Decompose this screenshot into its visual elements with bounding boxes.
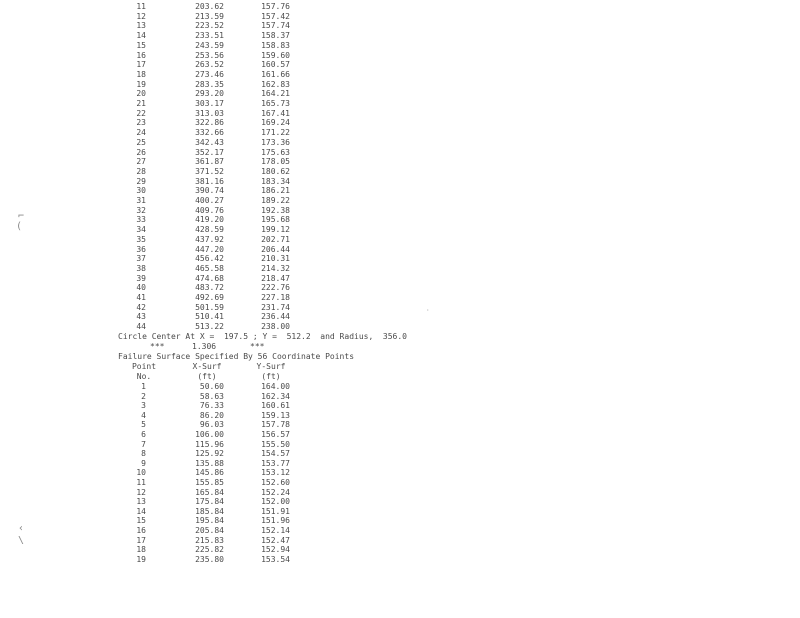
- x-coordinate: 390.74: [195, 186, 224, 196]
- header-point: Point: [131, 362, 157, 371]
- point-number: 43: [136, 312, 146, 322]
- x-coordinate: 419.20: [195, 215, 224, 225]
- x-coordinate: 203.62: [195, 2, 224, 11]
- point-number: 21: [136, 99, 146, 108]
- y-coordinate: 152.60: [261, 478, 290, 487]
- point-number: 15: [136, 516, 146, 526]
- y-coordinate: 157.42: [261, 11, 290, 21]
- x-coordinate: 456.42: [195, 254, 224, 264]
- y-coordinate: 159.13: [261, 410, 290, 420]
- y-coordinate: 158.83: [261, 40, 290, 50]
- x-coordinate: 106.00: [195, 430, 224, 439]
- x-coordinate: 175.84: [195, 497, 224, 507]
- x-coordinate: 361.87: [195, 157, 224, 167]
- point-number: 35: [136, 234, 146, 244]
- x-coordinate: 223.52: [195, 21, 224, 31]
- x-coordinate: 195.84: [195, 516, 224, 526]
- point-number: 22: [136, 108, 146, 118]
- x-coordinate: 293.20: [195, 89, 224, 99]
- point-number: 5: [141, 420, 146, 430]
- y-coordinate: 210.31: [261, 254, 290, 264]
- point-number: 44: [136, 322, 146, 332]
- point-number: 20: [136, 89, 146, 99]
- y-coordinate: 159.60: [261, 50, 290, 60]
- x-coordinate: 303.17: [195, 99, 224, 108]
- y-coordinate: 169.24: [261, 118, 290, 128]
- y-coordinate: 152.47: [261, 535, 290, 545]
- y-coordinate: 231.74: [261, 302, 290, 312]
- x-coordinate: 513.22: [195, 322, 224, 332]
- x-coordinate: 400.27: [195, 196, 224, 205]
- point-number: 17: [136, 60, 146, 70]
- x-coordinate: 322.86: [195, 118, 224, 128]
- point-number: 38: [136, 263, 146, 273]
- point-number: 31: [136, 196, 146, 205]
- x-coordinate: 263.52: [195, 60, 224, 70]
- point-number: 39: [136, 273, 146, 283]
- point-number: 14: [136, 506, 146, 516]
- factor-of-safety-value: 1.306: [192, 342, 217, 351]
- y-coordinate: 199.12: [261, 225, 290, 235]
- point-number: 26: [136, 147, 146, 157]
- y-coordinate: 183.34: [261, 176, 290, 186]
- x-coordinate: 165.84: [195, 487, 224, 497]
- y-coordinate: 153.54: [261, 554, 290, 564]
- point-number: 30: [136, 186, 146, 196]
- point-number: 2: [141, 391, 146, 401]
- x-coordinate: 115.96: [195, 439, 224, 449]
- point-number: 24: [136, 128, 146, 138]
- point-number: 41: [136, 293, 146, 302]
- point-number: 11: [136, 478, 146, 487]
- y-coordinate: 157.74: [261, 21, 290, 31]
- x-coordinate: 145.86: [195, 468, 224, 478]
- y-coordinate: 160.61: [261, 401, 290, 411]
- scan-mark-icon: \: [18, 535, 25, 546]
- point-number: 18: [136, 545, 146, 555]
- x-coordinate: 273.46: [195, 69, 224, 79]
- y-coordinate: 189.22: [261, 196, 290, 205]
- point-number: 16: [136, 526, 146, 535]
- y-coordinate: 153.77: [261, 458, 290, 468]
- x-coordinate: 215.83: [195, 535, 224, 545]
- x-coordinate: 332.66: [195, 128, 224, 138]
- point-number: 10: [136, 468, 146, 478]
- y-coordinate: 152.14: [261, 526, 290, 535]
- y-coordinate: 214.32: [261, 263, 290, 273]
- point-number: 12: [136, 11, 146, 21]
- y-coordinate: 151.96: [261, 516, 290, 526]
- point-number: 32: [136, 205, 146, 215]
- x-coordinate: 437.92: [195, 234, 224, 244]
- point-number: 7: [141, 439, 146, 449]
- x-coordinate: 58.63: [199, 391, 224, 401]
- point-number: 40: [136, 283, 146, 293]
- point-number: 13: [136, 497, 146, 507]
- y-coordinate: 173.36: [261, 137, 290, 147]
- failure-surface-title: Failure Surface Specified By 56 Coordinate Points: [118, 352, 355, 361]
- y-coordinate: 153.12: [261, 468, 290, 478]
- point-number: 36: [136, 244, 146, 254]
- x-coordinate: 50.60: [199, 382, 224, 391]
- y-coordinate: 178.05: [261, 157, 290, 167]
- y-coordinate: 195.68: [261, 215, 290, 225]
- x-coordinate: 342.43: [195, 137, 224, 147]
- point-number: 6: [141, 430, 146, 439]
- x-coordinate: 125.92: [195, 449, 224, 459]
- x-coordinate: 474.68: [195, 273, 224, 283]
- y-coordinate: 238.00: [261, 322, 290, 332]
- y-coordinate: 218.47: [261, 273, 290, 283]
- scan-mark-icon: ‹: [18, 523, 25, 534]
- point-number: 16: [136, 50, 146, 60]
- y-coordinate: 152.94: [261, 545, 290, 555]
- point-number: 19: [136, 554, 146, 564]
- y-coordinate: 156.57: [261, 430, 290, 439]
- y-coordinate: 154.57: [261, 449, 290, 459]
- point-number: 9: [141, 458, 146, 468]
- factor-right-marker: ***: [250, 342, 265, 351]
- point-number: 3: [141, 401, 146, 411]
- y-coordinate: 175.63: [261, 147, 290, 157]
- x-coordinate: 409.76: [195, 205, 224, 215]
- y-coordinate: 157.78: [261, 420, 290, 430]
- x-coordinate: 428.59: [195, 225, 224, 235]
- x-coordinate: 235.80: [195, 554, 224, 564]
- point-number: 8: [141, 449, 146, 459]
- point-number: 37: [136, 254, 146, 264]
- x-coordinate: 510.41: [195, 312, 224, 322]
- y-coordinate: 158.37: [261, 31, 290, 41]
- x-coordinate: 205.84: [195, 526, 224, 535]
- x-coordinate: 447.20: [195, 244, 224, 254]
- point-number: 23: [136, 118, 146, 128]
- y-coordinate: 157.76: [261, 2, 290, 11]
- y-coordinate: 186.21: [261, 186, 290, 196]
- y-coordinate: 180.62: [261, 166, 290, 176]
- header-y-unit: (ft): [261, 372, 281, 381]
- scan-mark-icon: ⌐: [18, 211, 25, 222]
- scan-mark-icon: (: [16, 221, 23, 232]
- y-coordinate: 162.83: [261, 79, 290, 89]
- y-coordinate: 227.18: [261, 293, 290, 302]
- circle-center-line: Circle Center At X = 197.5 ; Y = 512.2 and Radius, 356.0: [118, 332, 407, 341]
- y-coordinate: 164.21: [261, 89, 290, 99]
- y-coordinate: 160.57: [261, 60, 290, 70]
- x-coordinate: 76.33: [199, 401, 224, 411]
- y-coordinate: 192.38: [261, 205, 290, 215]
- y-coordinate: 151.91: [261, 506, 290, 516]
- y-coordinate: 165.73: [261, 99, 290, 108]
- point-number: 4: [141, 410, 146, 420]
- y-coordinate: 222.76: [261, 283, 290, 293]
- x-coordinate: 381.16: [195, 176, 224, 186]
- point-number: 11: [136, 2, 146, 11]
- point-number: 12: [136, 487, 146, 497]
- point-number: 1: [141, 382, 146, 391]
- point-number: 33: [136, 215, 146, 225]
- point-number: 15: [136, 40, 146, 50]
- x-coordinate: 492.69: [195, 293, 224, 302]
- y-coordinate: 167.41: [261, 108, 290, 118]
- point-number: 14: [136, 31, 146, 41]
- x-coordinate: 233.51: [195, 31, 224, 41]
- header-x-unit: (ft): [197, 372, 217, 381]
- x-coordinate: 313.03: [195, 108, 224, 118]
- x-coordinate: 371.52: [195, 166, 224, 176]
- y-coordinate: 161.66: [261, 69, 290, 79]
- x-coordinate: 243.59: [195, 40, 224, 50]
- factor-left-marker: ***: [150, 342, 165, 351]
- point-number: 28: [136, 166, 146, 176]
- y-coordinate: 155.50: [261, 439, 290, 449]
- x-coordinate: 155.85: [195, 478, 224, 487]
- x-coordinate: 465.58: [195, 263, 224, 273]
- point-number: 19: [136, 79, 146, 89]
- y-coordinate: 162.34: [261, 391, 290, 401]
- point-number: 25: [136, 137, 146, 147]
- y-coordinate: 206.44: [261, 244, 290, 254]
- x-coordinate: 225.82: [195, 545, 224, 555]
- y-coordinate: 164.00: [261, 382, 290, 391]
- scan-dot-icon: ·: [426, 307, 430, 314]
- point-number: 34: [136, 225, 146, 235]
- y-coordinate: 202.71: [261, 234, 290, 244]
- header-y-surf: Y-Surf: [256, 362, 286, 371]
- y-coordinate: 236.44: [261, 312, 290, 322]
- x-coordinate: 213.59: [195, 11, 224, 21]
- point-number: 29: [136, 176, 146, 186]
- point-number: 42: [136, 302, 146, 312]
- x-coordinate: 253.56: [195, 50, 224, 60]
- x-coordinate: 86.20: [199, 410, 224, 420]
- y-coordinate: 171.22: [261, 128, 290, 138]
- point-number: 13: [136, 21, 146, 31]
- point-number: 17: [136, 535, 146, 545]
- header-x-surf: X-Surf: [192, 362, 222, 371]
- y-coordinate: 152.00: [261, 497, 290, 507]
- point-number: 27: [136, 157, 146, 167]
- x-coordinate: 501.59: [195, 302, 224, 312]
- x-coordinate: 135.88: [195, 458, 224, 468]
- x-coordinate: 352.17: [195, 147, 224, 157]
- header-point-no: No.: [136, 372, 152, 381]
- x-coordinate: 96.03: [199, 420, 224, 430]
- x-coordinate: 283.35: [195, 79, 224, 89]
- point-number: 18: [136, 69, 146, 79]
- x-coordinate: 483.72: [195, 283, 224, 293]
- x-coordinate: 185.84: [195, 506, 224, 516]
- y-coordinate: 152.24: [261, 487, 290, 497]
